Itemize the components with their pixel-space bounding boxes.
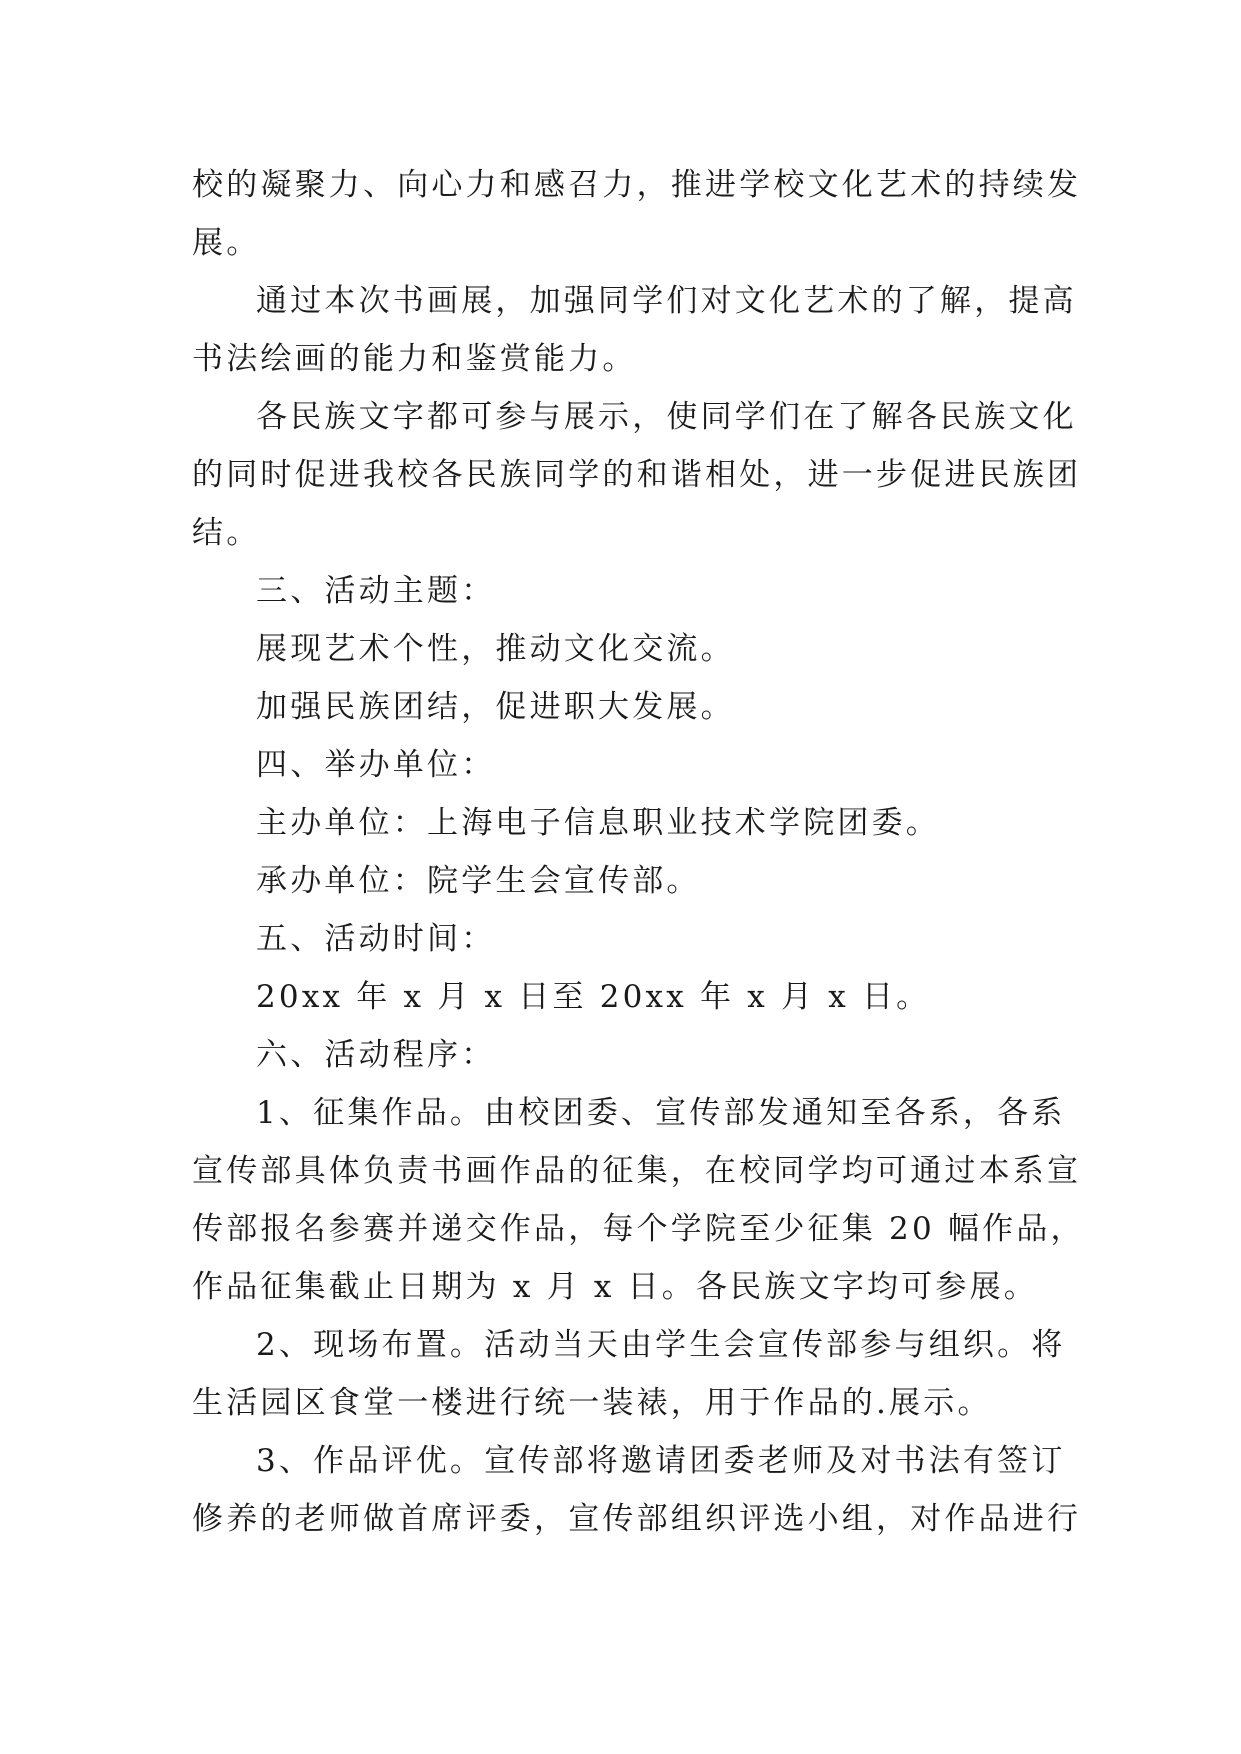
text-line: 2、现场布置。活动当天由学生会宣传部参与组织。将 (256, 1327, 1066, 1363)
text-line: 作品征集截止日期为 x 月 x 日。各民族文字均可参展。 (192, 1269, 1038, 1305)
text-line: 3、作品评优。宣传部将邀请团委老师及对书法有签订 (256, 1443, 1066, 1479)
text-line: 20xx 年 x 月 x 日至 20xx 年 x 月 x 日。 (256, 979, 931, 1015)
text-line: 生活园区食堂一楼进行统一装裱，用于作品的.展示。 (192, 1385, 992, 1421)
document-body (192, 156, 1085, 1548)
text-line: 传部报名参赛并递交作品，每个学院至少征集 20 幅作品， (192, 1211, 1085, 1247)
text-line: 加强民族团结，促进职大发展。 (256, 689, 735, 725)
section-heading-theme: 三、活动主题： (256, 573, 496, 609)
text-line: 修养的老师做首席评委，宣传部组织评选小组，对作品进行 (192, 1501, 1082, 1537)
text-line: 校的凝聚力、向心力和感召力，推进学校文化艺术的持续发 (192, 167, 1082, 203)
text-line: 结。 (192, 515, 261, 551)
text-line: 展。 (192, 225, 261, 261)
text-line: 承办单位：院学生会宣传部。 (256, 863, 701, 899)
text-line: 的同时促进我校各民族同学的和谐相处，进一步促进民族团 (192, 457, 1082, 493)
text-line: 展现艺术个性，推动文化交流。 (256, 631, 735, 667)
text-line: 宣传部具体负责书画作品的征集，在校同学均可通过本系宣 (192, 1153, 1082, 1189)
text-line: 通过本次书画展，加强同学们对文化艺术的了解，提高 (256, 283, 1077, 319)
section-heading-procedure: 六、活动程序： (256, 1037, 496, 1073)
text-line: 主办单位：上海电子信息职业技术学院团委。 (256, 805, 940, 841)
text-line: 各民族文字都可参与展示，使同学们在了解各民族文化 (256, 399, 1077, 435)
text-line: 1、征集作品。由校团委、宣传部发通知至各系，各系 (256, 1095, 1066, 1131)
section-heading-organizers: 四、举办单位： (256, 747, 496, 783)
text-line: 书法绘画的能力和鉴赏能力。 (192, 341, 637, 377)
section-heading-time: 五、活动时间： (256, 921, 496, 957)
